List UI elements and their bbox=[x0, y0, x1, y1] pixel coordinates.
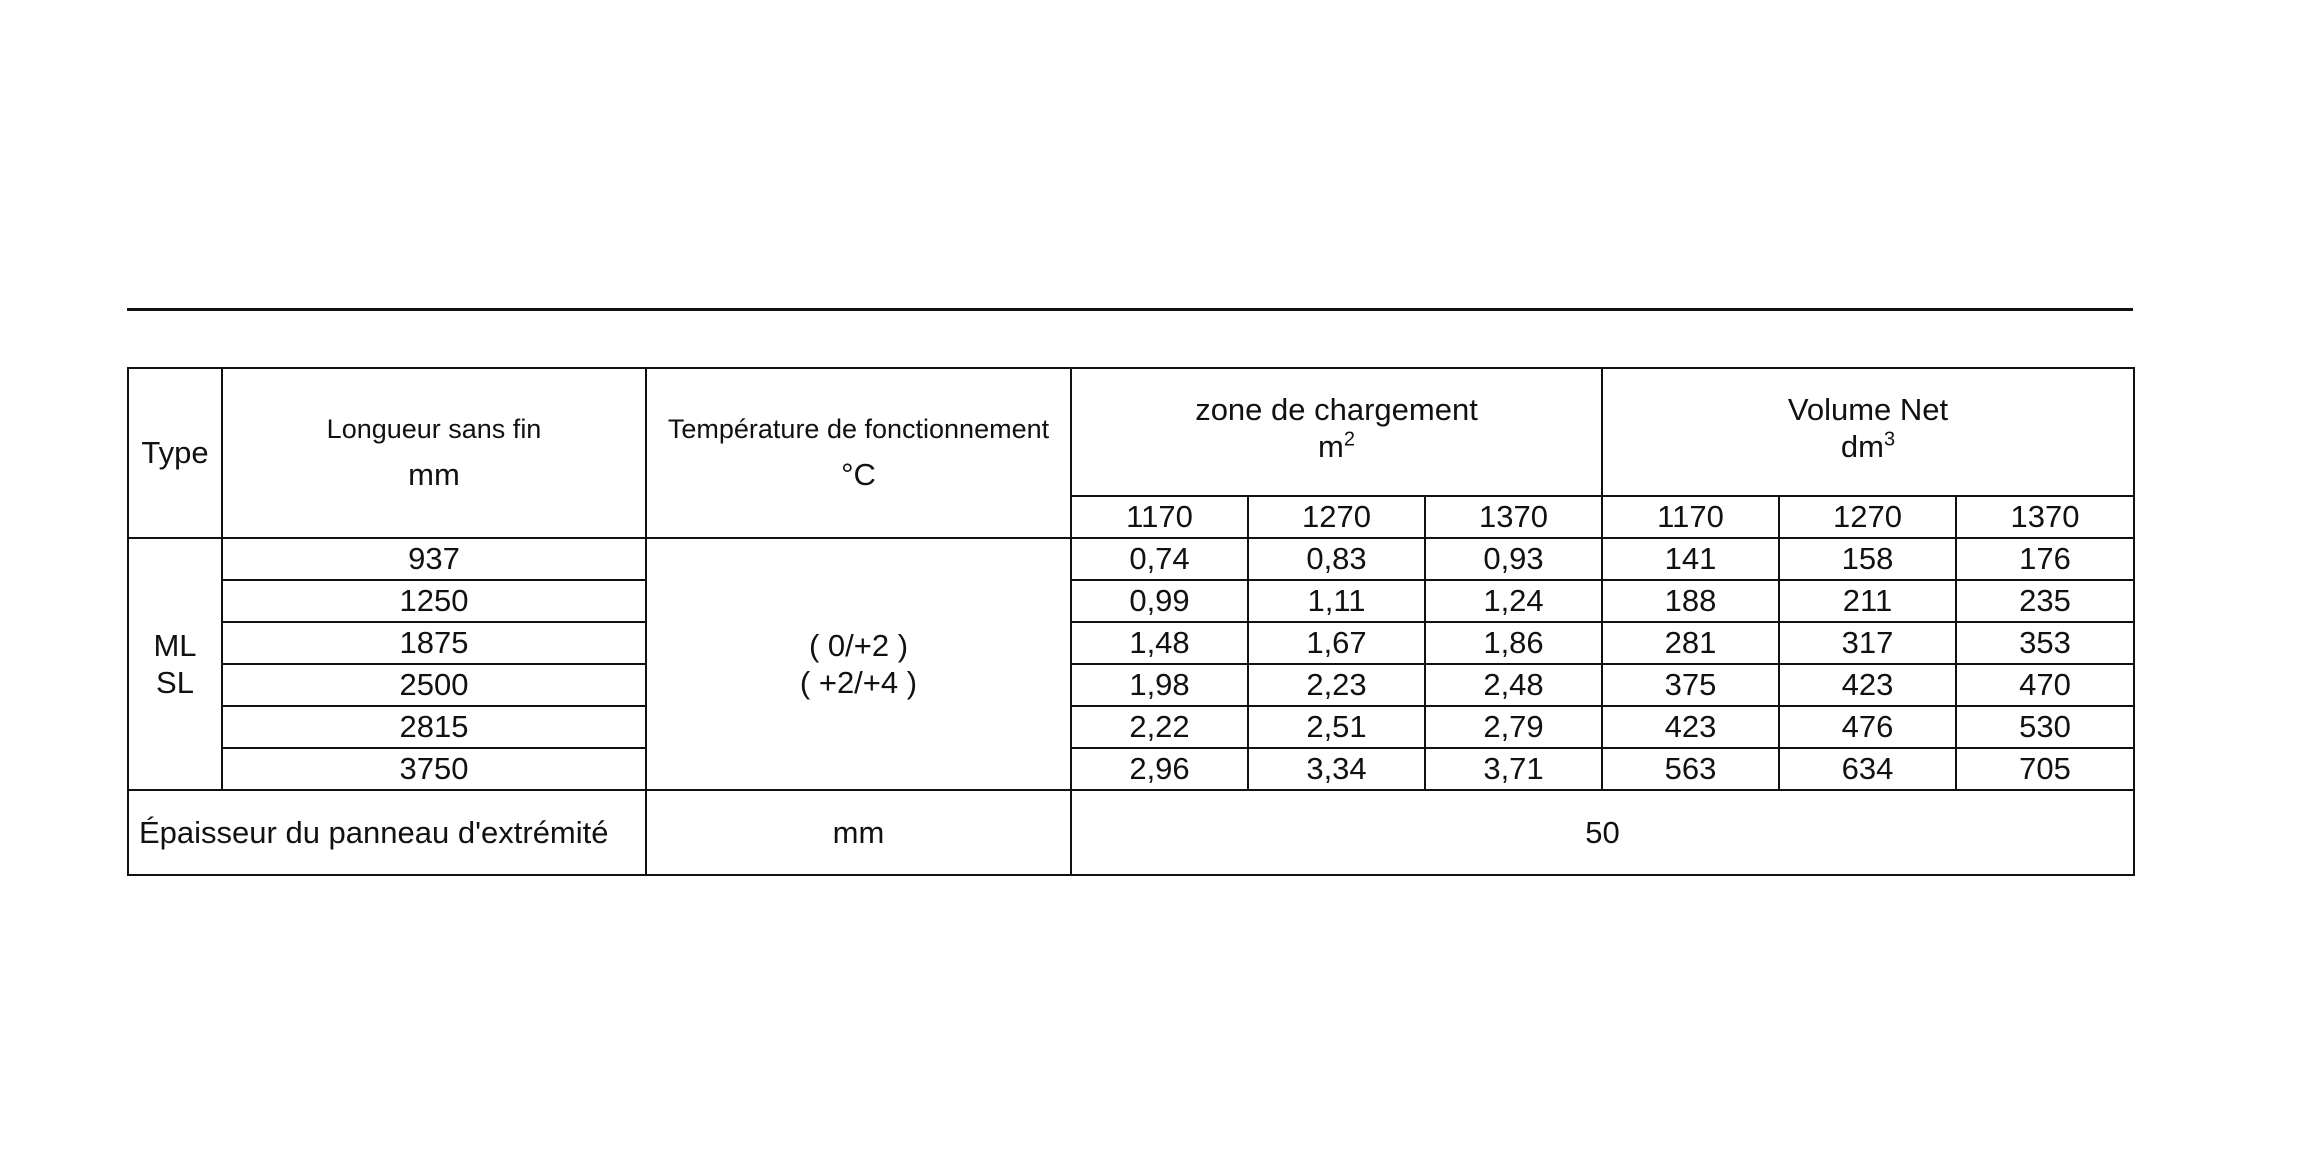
loading-cell: 0,74 bbox=[1071, 538, 1248, 580]
header-row bbox=[128, 368, 2134, 496]
end-panel-thickness-unit: mm bbox=[646, 790, 1071, 875]
loading-cell: 2,51 bbox=[1248, 706, 1425, 748]
length-header-label: Longueur sans fin bbox=[326, 414, 542, 445]
volume-cell: 158 bbox=[1779, 538, 1956, 580]
volume-cell: 176 bbox=[1956, 538, 2134, 580]
type-header: Type bbox=[128, 368, 222, 538]
volume-cell: 141 bbox=[1602, 538, 1779, 580]
loading-cell: 2,96 bbox=[1071, 748, 1248, 790]
volume-cell: 563 bbox=[1602, 748, 1779, 790]
temperature-range-2: ( +2/+4 ) bbox=[799, 665, 918, 700]
temp-header bbox=[646, 368, 1071, 538]
loading-cell: 3,34 bbox=[1248, 748, 1425, 790]
type-ml: ML bbox=[153, 627, 197, 663]
loading-cell: 0,83 bbox=[1248, 538, 1425, 580]
loading-header bbox=[1071, 368, 1602, 496]
length-cell: 937 bbox=[222, 538, 646, 580]
volume-cell: 235 bbox=[1956, 580, 2134, 622]
volume-cell: 470 bbox=[1956, 664, 2134, 706]
loading-cell: 1,11 bbox=[1248, 580, 1425, 622]
volume-cell: 317 bbox=[1779, 622, 1956, 664]
loading-cell: 1,48 bbox=[1071, 622, 1248, 664]
loading-cell: 1,98 bbox=[1071, 664, 1248, 706]
length-header-unit: mm bbox=[408, 456, 460, 492]
end-panel-thickness-value: 50 bbox=[1071, 790, 2134, 875]
loading-cell: 2,22 bbox=[1071, 706, 1248, 748]
volume-cell: 375 bbox=[1602, 664, 1779, 706]
table-row bbox=[128, 706, 2134, 748]
volume-width-1270: 1270 bbox=[1779, 496, 1956, 538]
loading-header-label: zone de chargement bbox=[1195, 392, 1478, 427]
volume-cell: 423 bbox=[1779, 664, 1956, 706]
volume-width-1370: 1370 bbox=[1956, 496, 2134, 538]
length-cell: 3750 bbox=[222, 748, 646, 790]
temp-header-label: Température de fonctionnement bbox=[667, 414, 1050, 445]
top-rule bbox=[127, 308, 2133, 311]
table-row bbox=[128, 622, 2134, 664]
temp-header-unit: °C bbox=[841, 456, 876, 492]
type-sl: SL bbox=[156, 665, 194, 700]
length-cell: 2500 bbox=[222, 664, 646, 706]
loading-cell: 1,24 bbox=[1425, 580, 1602, 622]
volume-cell: 188 bbox=[1602, 580, 1779, 622]
length-cell: 1875 bbox=[222, 622, 646, 664]
loading-cell: 1,86 bbox=[1425, 622, 1602, 664]
volume-header-unit: $dm^3$ bbox=[1840, 428, 1896, 465]
footer-row bbox=[128, 790, 2134, 875]
table-row bbox=[128, 664, 2134, 706]
loading-width-1270: 1270 bbox=[1248, 496, 1425, 538]
table-row bbox=[128, 580, 2134, 622]
loading-cell: 2,48 bbox=[1425, 664, 1602, 706]
loading-cell: 3,71 bbox=[1425, 748, 1602, 790]
volume-cell: 423 bbox=[1602, 706, 1779, 748]
volume-cell: 705 bbox=[1956, 748, 2134, 790]
loading-cell: 2,79 bbox=[1425, 706, 1602, 748]
volume-width-1170: 1170 bbox=[1602, 496, 1779, 538]
loading-cell: 2,23 bbox=[1248, 664, 1425, 706]
loading-cell: 0,93 bbox=[1425, 538, 1602, 580]
volume-cell: 530 bbox=[1956, 706, 2134, 748]
volume-cell: 353 bbox=[1956, 622, 2134, 664]
table-row bbox=[128, 748, 2134, 790]
table-row bbox=[128, 538, 2134, 580]
volume-cell: 281 bbox=[1602, 622, 1779, 664]
spec-table bbox=[127, 367, 2135, 876]
volume-header-label: Volume Net bbox=[1787, 392, 1949, 427]
volume-cell: 476 bbox=[1779, 706, 1956, 748]
end-panel-thickness-label: Épaisseur du panneau d'extrémité bbox=[128, 790, 646, 875]
temperature-cell bbox=[646, 538, 1071, 790]
volume-cell: 211 bbox=[1779, 580, 1956, 622]
temperature-range-1: ( 0/+2 ) bbox=[808, 627, 909, 663]
loading-width-1170: 1170 bbox=[1071, 496, 1248, 538]
length-cell: 2815 bbox=[222, 706, 646, 748]
loading-cell: 0,99 bbox=[1071, 580, 1248, 622]
type-cell bbox=[128, 538, 222, 790]
volume-cell: 634 bbox=[1779, 748, 1956, 790]
length-header bbox=[222, 368, 646, 538]
loading-header-unit: $m^2$ bbox=[1318, 428, 1355, 465]
length-cell: 1250 bbox=[222, 580, 646, 622]
volume-header bbox=[1602, 368, 2134, 496]
loading-cell: 1,67 bbox=[1248, 622, 1425, 664]
loading-width-1370: 1370 bbox=[1425, 496, 1602, 538]
